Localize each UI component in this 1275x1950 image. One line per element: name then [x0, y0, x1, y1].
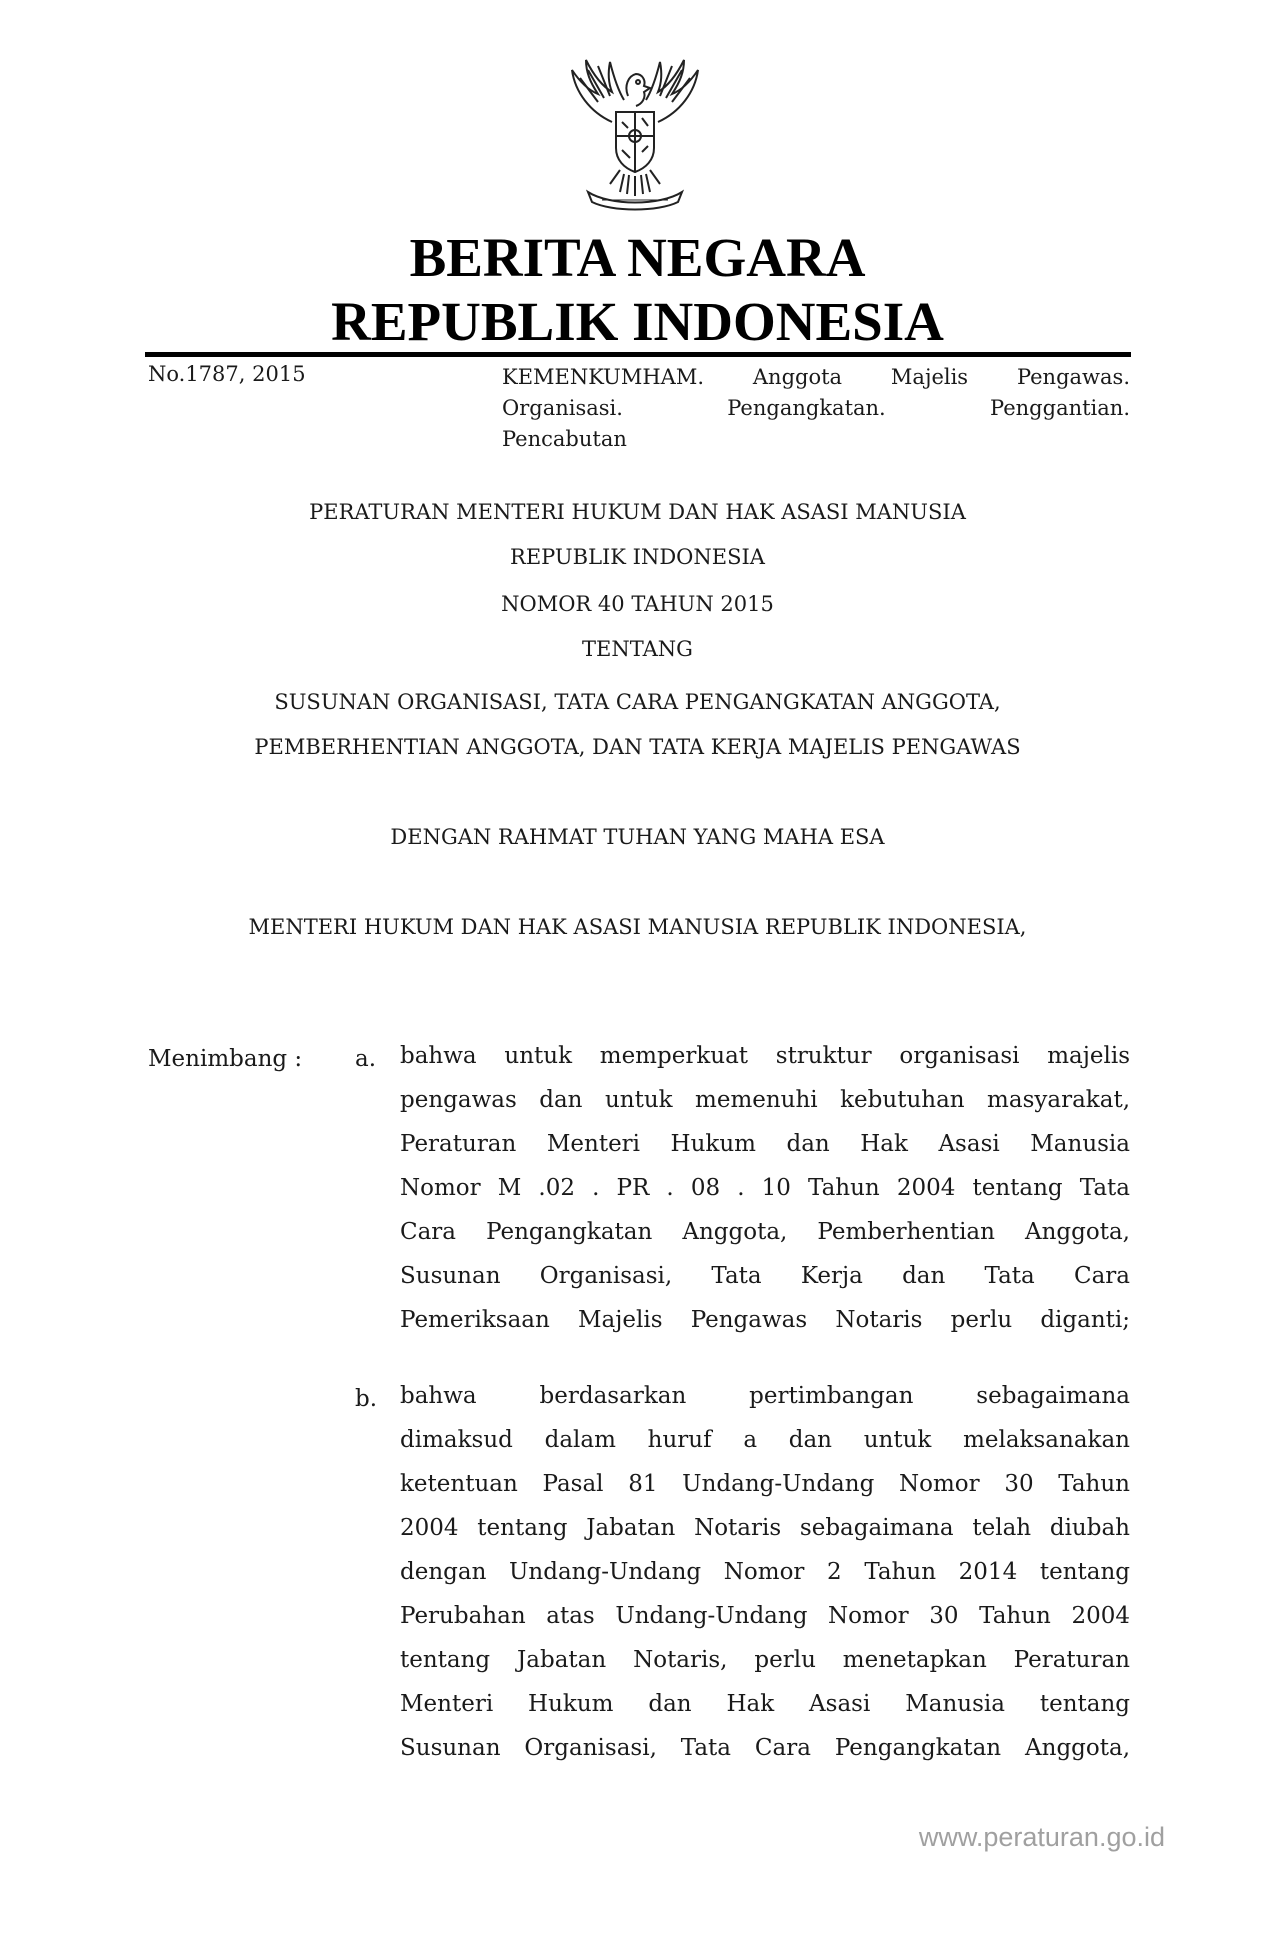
consideration-line: Susunan Organisasi, Tata Kerja dan Tata Cara: [400, 1263, 1130, 1289]
consideration-line: Nomor M .02 . PR . 08 . 10 Tahun 2004 tentang Tata: [400, 1175, 1130, 1201]
consideration-line: bahwa untuk memperkuat struktur organisasi majelis: [400, 1043, 1130, 1069]
description-line: Pencabutan: [502, 427, 627, 451]
consideration-letter: b.: [355, 1386, 378, 1412]
regulation-number: NOMOR 40 TAHUN 2015: [501, 592, 774, 616]
consideration-line: tentang Jabatan Notaris, perlu menetapkan Peraturan: [400, 1647, 1130, 1673]
consideration-line: Perubahan atas Undang-Undang Nomor 30 Tahun 2004: [400, 1603, 1130, 1629]
consideration-line: Pemeriksaan Majelis Pengawas Notaris perlu diganti;: [400, 1307, 1130, 1333]
invocation: DENGAN RAHMAT TUHAN YANG MAHA ESA: [390, 825, 885, 849]
minister-heading: MENTERI HUKUM DAN HAK ASASI MANUSIA REPUBLIK INDONESIA,: [248, 915, 1027, 939]
consideration-line: bahwa berdasarkan pertimbangan sebagaimana: [400, 1383, 1130, 1409]
consideration-item: [400, 1374, 1130, 1770]
garuda-emblem-icon: [550, 52, 720, 222]
consideration-line: pengawas dan untuk memenuhi kebutuhan masyarakat,: [400, 1087, 1130, 1113]
regulation-tentang: TENTANG: [582, 637, 693, 661]
header-divider: [145, 352, 1131, 357]
consideration-letter: a.: [355, 1046, 377, 1072]
publication-subtitle: REPUBLIK INDONESIA: [331, 291, 944, 352]
consideration-item: [400, 1034, 1130, 1342]
description-line: KEMENKUMHAM. Anggota Majelis Pengawas.: [502, 365, 1130, 389]
regulation-subject-line: SUSUNAN ORGANISASI, TATA CARA PENGANGKATAN ANGGOTA,: [274, 690, 1001, 714]
regulation-subject-line: PEMBERHENTIAN ANGGOTA, DAN TATA KERJA MAJELIS PENGAWAS: [254, 735, 1021, 759]
consideration-line: Susunan Organisasi, Tata Cara Pengangkatan Anggota,: [400, 1735, 1130, 1761]
gazette-number: No.1787, 2015: [148, 362, 306, 386]
consideration-line: Peraturan Menteri Hukum dan Hak Asasi Manusia: [400, 1131, 1130, 1157]
source-watermark: www.peraturan.go.id: [918, 1822, 1165, 1852]
considerations-label: Menimbang :: [148, 1046, 303, 1072]
regulation-title: PERATURAN MENTERI HUKUM DAN HAK ASASI MANUSIA: [309, 500, 966, 524]
consideration-line: ketentuan Pasal 81 Undang-Undang Nomor 30 Tahun: [400, 1471, 1130, 1497]
gazette-description: [502, 362, 1130, 455]
consideration-line: Cara Pengangkatan Anggota, Pemberhentian Anggota,: [400, 1219, 1130, 1245]
publication-title: BERITA NEGARA: [409, 227, 866, 288]
description-line: Organisasi. Pengangkatan. Penggantian.: [502, 396, 1130, 420]
consideration-line: dengan Undang-Undang Nomor 2 Tahun 2014 tentang: [400, 1559, 1130, 1585]
consideration-line: 2004 tentang Jabatan Notaris sebagaimana telah diubah: [400, 1515, 1130, 1541]
consideration-line: dimaksud dalam huruf a dan untuk melaksanakan: [400, 1427, 1130, 1453]
regulation-country: REPUBLIK INDONESIA: [510, 545, 765, 569]
consideration-line: Menteri Hukum dan Hak Asasi Manusia tentang: [400, 1691, 1130, 1717]
